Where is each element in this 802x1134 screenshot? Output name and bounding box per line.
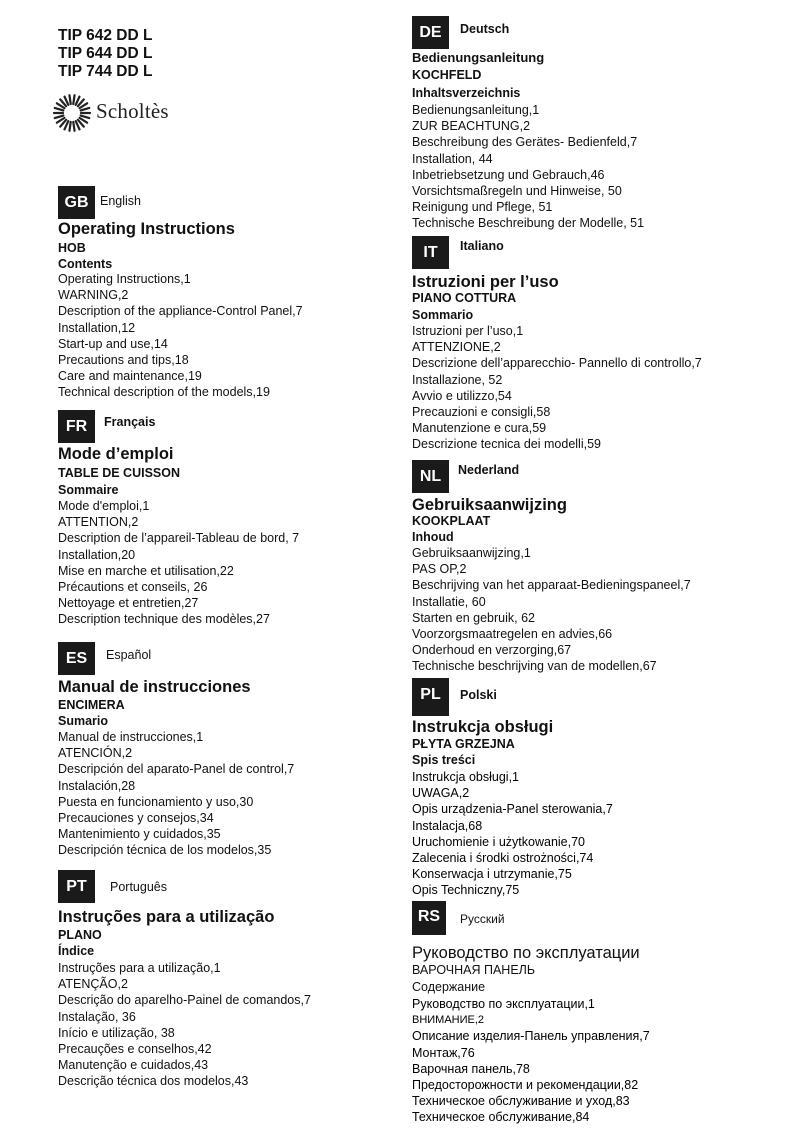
language-name: Русский [460,912,505,926]
list-item: WARNING,2 [58,288,129,303]
list-item: Technische beschrijving van de modellen,67 [412,659,657,674]
list-item: Gebruiksaanwijzing,1 [412,546,531,560]
section-subtitle: PLANO [58,928,102,942]
list-item: ATENCIÓN,2 [58,746,133,761]
contents-heading: Sommario [412,308,474,322]
list-item: Варочная панель,78 [412,1061,530,1076]
language-name: Deutsch [460,22,510,36]
language-code-badge: ES [58,642,95,675]
contents-list [58,960,311,1090]
list-item: Istruzioni per l’uso,1 [412,324,524,338]
list-item: Care and maintenance,19 [58,369,202,384]
language-name: Português [110,880,167,894]
list-item: Puesta en funcionamiento y uso,30 [58,794,254,809]
list-item: Mantenimiento y cuidados,35 [58,827,221,842]
section-title: Mode d’emploi [58,445,174,463]
section-title: Istruzioni per l’uso [412,273,559,291]
list-item: Precautions and tips,18 [58,353,189,368]
list-item: Монтаж,76 [412,1045,475,1060]
list-item: Техническое обслуживание и уход,83 [412,1094,630,1109]
list-item: UWAGA,2 [412,786,470,801]
contents-heading: Contents [58,257,113,271]
contents-heading: Содержание [412,980,486,994]
language-name: Polski [460,688,497,702]
logo-ray [81,108,90,111]
list-item: Mise en marche et utilisation,22 [58,563,234,578]
section-title: Руководство по эксплуатации [412,944,640,962]
list-item: Description of the appliance-Control Panel,7 [58,304,303,319]
list-item: Manutenção e cuidados,43 [58,1058,209,1073]
list-item: Descrizione tecnica dei modelli,59 [412,437,601,452]
list-item: Installazione, 52 [412,372,503,387]
list-item: Operating Instructions,1 [58,272,191,286]
list-item: Início e utilização, 38 [58,1025,175,1040]
contents-list [412,102,644,232]
language-name: Español [106,648,152,662]
list-item: Руководство по эксплуатации,1 [412,997,595,1011]
language-name: Français [104,415,156,429]
list-item: Technische Beschreibung der Modelle, 51 [412,216,645,231]
list-item: Instalacja,68 [412,818,483,833]
list-item: Installation,20 [58,547,136,562]
contents-list [412,545,691,675]
section-subtitle: TABLE DE CUISSON [58,466,180,480]
contents-heading: Sumario [58,714,109,728]
list-item: Voorzorgsmaatregelen en advies,66 [412,627,613,642]
list-item: Nettoyage et entretien,27 [58,596,199,611]
section-title: Instruções para a utilização [58,908,275,926]
logo-ray [55,108,64,111]
logo-ray [69,95,70,104]
list-item: Opis urządzenia-Panel sterowania,7 [412,802,613,817]
list-item: Precauciones y consejos,34 [58,811,214,826]
list-item: ZUR BEACHTUNG,2 [412,119,531,134]
section-subtitle: PIANO COTTURA [412,291,517,305]
list-item: Technical description of the models,19 [58,385,270,400]
section-subtitle: ENCIMERA [58,698,125,712]
section-title: Gebruiksaanwijzing [412,496,567,514]
list-item: Descripción del aparato-Panel de control,7 [58,762,295,777]
list-item: Starten en gebruik, 62 [412,610,535,625]
list-item: Descrição do aparelho-Painel de comandos,7 [58,993,311,1008]
contents-list [58,498,299,628]
language-code-badge: NL [412,460,449,493]
list-item: Instalación,28 [58,778,136,793]
list-item: Description technique des modèles,27 [58,612,270,627]
model-name: TIP 642 DD L [58,27,153,44]
contents-list [58,271,303,401]
list-item: Zalecenia i środki ostrożności,74 [412,851,594,866]
list-item: Manual de instrucciones,1 [58,730,204,744]
list-item: Beschrijving van het apparaat-Bedieningspaneel,7 [412,578,691,593]
list-item: Precauções e conselhos,42 [58,1042,212,1057]
list-item: Descripción técnica de los modelos,35 [58,843,272,858]
list-item: Manutenzione e cura,59 [412,421,547,436]
list-item: Beschreibung des Gerätes- Bedienfeld,7 [412,135,638,150]
language-code-badge: DE [412,16,449,49]
model-name: TIP 744 DD L [58,63,153,80]
contents-heading: Spis treści [412,753,476,767]
list-item: Техническое обслуживание,84 [412,1110,590,1125]
list-item: Vorsichtsmaßregeln und Hinweise, 50 [412,184,622,199]
contents-heading: Inhoud [412,530,454,544]
list-item: Precauzioni e consigli,58 [412,405,551,420]
list-item: Avvio e utilizzo,54 [412,388,512,403]
list-item: Description de l’appareil-Tableau de bord, 7 [58,531,300,546]
language-code-badge: GB [58,186,95,219]
list-item: Reinigung und Pflege, 51 [412,200,553,215]
list-item: PAS OP,2 [412,562,467,577]
logo-ray [55,116,64,119]
section-subtitle: KOCHFELD [412,68,482,82]
language-code-badge: IT [412,236,449,269]
contents-list [412,996,650,1126]
section-subtitle: KOOKPLAAT [412,514,491,528]
brand-logo [52,93,252,135]
list-item: Installation,12 [58,320,136,335]
model-name: TIP 644 DD L [58,45,153,62]
list-item: Installatie, 60 [412,594,486,609]
list-item: Описание изделия-Панель управления,7 [412,1029,650,1044]
contents-list [58,729,294,859]
list-item: Descrição técnica dos modelos,43 [58,1074,249,1089]
list-item: Bedienungsanleitung,1 [412,103,540,117]
list-item: Descrizione dell’apparecchio- Pannello di controllo,7 [412,356,702,371]
list-item: Précautions et conseils, 26 [58,580,208,595]
section-subtitle: HOB [58,241,86,255]
logo-ray [73,122,74,131]
list-item: Uruchomienie i użytkowanie,70 [412,834,586,849]
list-item: Start-up and use,14 [58,336,168,351]
list-item: Installation, 44 [412,151,493,166]
list-item: ВНИМАНИЕ,2 [412,1014,485,1027]
section-subtitle: PŁYTA GRZEJNA [412,737,515,751]
list-item: Opis Techniczny,75 [412,883,520,898]
list-item: ATTENZIONE,2 [412,340,501,355]
sunburst-logo-icon [52,93,92,133]
list-item: Mode d'emploi,1 [58,499,150,513]
logo-ray [81,116,90,119]
list-item: Konserwacja i utrzymanie,75 [412,867,572,882]
contents-list [412,769,613,899]
language-code-badge: RS [412,901,446,935]
language-code-badge: FR [58,410,95,443]
section-title: Operating Instructions [58,220,235,238]
section-subtitle: ВАРОЧНАЯ ПАНЕЛЬ [412,963,536,977]
list-item: Instruções para a utilização,1 [58,961,221,975]
list-item: ATENÇÃO,2 [58,977,128,992]
contents-heading: Inhaltsverzeichnis [412,86,521,100]
list-item: Предосторожности и рекомендации,82 [412,1078,639,1093]
brand-name: Scholtès [96,99,169,123]
list-item: Instrukcja obsługi,1 [412,770,520,784]
list-item: ATTENTION,2 [58,515,139,530]
language-name: Italiano [460,239,504,253]
contents-list [412,323,702,453]
contents-heading: Sommaire [58,483,119,497]
section-title: Instrukcja obsługi [412,718,554,736]
language-name: Nederland [458,463,520,477]
logo-ray [73,95,74,104]
list-item: Onderhoud en verzorging,67 [412,643,572,658]
section-title: Manual de instrucciones [58,678,251,696]
language-name: English [100,194,141,208]
language-code-badge: PT [58,870,95,903]
contents-heading: Índice [58,944,95,958]
list-item: Instalação, 36 [58,1009,136,1024]
list-item: Inbetriebsetzung und Gebrauch,46 [412,167,605,182]
logo-ray [69,122,70,131]
language-code-badge: PL [412,678,449,716]
model-list [58,27,358,81]
section-title: Bedienungsanleitung [412,50,545,65]
